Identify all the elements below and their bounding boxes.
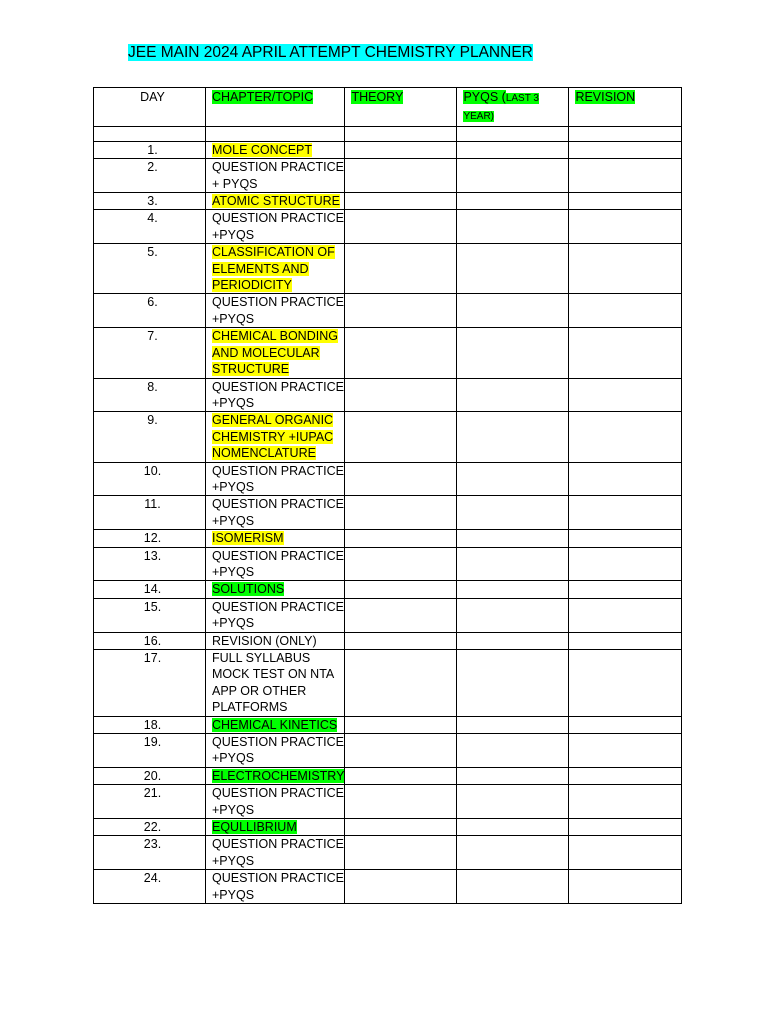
topic-cell [206,632,345,649]
header-theory-label: THEORY [351,90,404,104]
topic-cell [206,496,345,530]
topic-cell [206,547,345,581]
day-number: 10. [94,462,206,496]
table-row [94,767,682,784]
revision-cell [569,650,682,717]
theory-cell [345,496,457,530]
pyqs-cell [457,870,569,904]
pyqs-cell [457,244,569,294]
topic-cell [206,598,345,632]
table-row [94,785,682,819]
revision-cell [569,836,682,870]
header-pyqs-label: PYQS ( [463,90,506,104]
blank-row [94,126,682,141]
pyqs-cell [457,650,569,717]
topic-cell [206,785,345,819]
theory-cell [345,210,457,244]
pyqs-cell [457,734,569,768]
revision-cell [569,193,682,210]
topic-cell [206,141,345,158]
blank-cell [345,126,457,141]
revision-cell [569,294,682,328]
table-row [94,141,682,158]
revision-cell [569,716,682,733]
theory-cell [345,716,457,733]
topic-cell [206,378,345,412]
pyqs-cell [457,598,569,632]
table-row [94,462,682,496]
revision-cell [569,598,682,632]
table-row [94,650,682,717]
topic-cell [206,294,345,328]
topic-text: ELECTROCHEMISTRY [212,768,345,783]
revision-cell [569,767,682,784]
header-chapter [206,88,345,127]
day-number: 6. [94,294,206,328]
revision-cell [569,210,682,244]
blank-cell [206,126,345,141]
topic-text: QUESTION PRACTICE +PYQS [212,497,344,528]
theory-cell [345,141,457,158]
pyqs-cell [457,462,569,496]
revision-cell [569,530,682,547]
topic-cell [206,530,345,547]
header-pyqs-sublabel: LAST 3 YEAR) [463,93,539,123]
revision-cell [569,785,682,819]
theory-cell [345,328,457,378]
header-day [94,88,206,127]
table-row [94,836,682,870]
header-theory [345,88,457,127]
table-row [94,632,682,649]
topic-text: REVISION (ONLY) [212,633,317,648]
pyqs-cell [457,819,569,836]
topic-cell [206,328,345,378]
theory-cell [345,581,457,598]
revision-cell [569,412,682,462]
topic-cell [206,767,345,784]
header-pyqs [457,88,569,127]
table-row [94,244,682,294]
theory-cell [345,785,457,819]
day-number: 1. [94,141,206,158]
day-number: 18. [94,716,206,733]
day-number: 3. [94,193,206,210]
blank-cell [94,126,206,141]
revision-cell [569,378,682,412]
topic-text: QUESTION PRACTICE +PYQS [212,599,344,631]
blank-cell [457,126,569,141]
day-number: 11. [94,496,206,530]
header-day-label: DAY [140,90,165,104]
pyqs-cell [457,785,569,819]
revision-cell [569,581,682,598]
theory-cell [345,767,457,784]
revision-cell [569,547,682,581]
topic-text: FULL SYLLABUS MOCK TEST ON NTA APP OR OTHER PLATFORMS [212,651,334,715]
topic-text: QUESTION PRACTICE +PYQS [212,295,344,326]
table-row [94,870,682,904]
pyqs-cell [457,767,569,784]
planner-title [128,43,533,63]
theory-cell [345,530,457,547]
day-number: 14. [94,581,206,598]
day-number: 16. [94,632,206,649]
table-row [94,294,682,328]
day-number: 13. [94,547,206,581]
header-revision [569,88,682,127]
day-number: 22. [94,819,206,836]
pyqs-cell [457,716,569,733]
topic-cell [206,836,345,870]
day-number: 23. [94,836,206,870]
day-number: 15. [94,598,206,632]
revision-cell [569,159,682,193]
planner-rows [94,141,682,903]
day-number: 5. [94,244,206,294]
topic-text: QUESTION PRACTICE +PYQS [212,548,344,579]
header-row [94,88,682,127]
day-number: 21. [94,785,206,819]
table-row [94,159,682,193]
table-row [94,547,682,581]
day-number: 20. [94,767,206,784]
table-row [94,598,682,632]
revision-cell [569,462,682,496]
topic-cell [206,734,345,768]
topic-text: QUESTION PRACTICE +PYQS [212,379,344,410]
topic-text: GENERAL ORGANIC CHEMISTRY +IUPAC NOMENCLATURE [212,413,334,461]
topic-text: QUESTION PRACTICE +PYQS [212,837,344,868]
blank-cell [569,126,682,141]
table-row [94,819,682,836]
topic-cell [206,210,345,244]
topic-cell [206,870,345,904]
theory-cell [345,819,457,836]
theory-cell [345,193,457,210]
theory-cell [345,378,457,412]
table-row [94,530,682,547]
table-row [94,496,682,530]
theory-cell [345,547,457,581]
day-number: 17. [94,650,206,717]
topic-text: SOLUTIONS [212,582,285,597]
revision-cell [569,244,682,294]
topic-cell [206,462,345,496]
theory-cell [345,836,457,870]
day-number: 24. [94,870,206,904]
pyqs-cell [457,412,569,462]
topic-text: CLASSIFICATION OF ELEMENTS AND PERIODICITY [212,245,335,293]
pyqs-cell [457,496,569,530]
topic-text: MOLE CONCEPT [212,142,313,157]
table-row [94,581,682,598]
table-row [94,193,682,210]
revision-cell [569,496,682,530]
revision-cell [569,328,682,378]
pyqs-cell [457,836,569,870]
topic-text: QUESTION PRACTICE +PYQS [212,463,344,494]
theory-cell [345,159,457,193]
table-row [94,734,682,768]
topic-text: QUESTION PRACTICE + PYQS [212,160,344,191]
pyqs-cell [457,210,569,244]
topic-cell [206,159,345,193]
theory-cell [345,734,457,768]
day-number: 9. [94,412,206,462]
topic-text: QUESTION PRACTICE +PYQS [212,211,344,242]
topic-cell [206,716,345,733]
planner-title-text: JEE MAIN 2024 APRIL ATTEMPT CHEMISTRY PLANNER [128,44,533,61]
topic-text: QUESTION PRACTICE +PYQS [212,735,344,766]
day-number: 4. [94,210,206,244]
pyqs-cell [457,530,569,547]
table-row [94,328,682,378]
theory-cell [345,412,457,462]
topic-cell [206,650,345,717]
pyqs-cell [457,193,569,210]
topic-text: QUESTION PRACTICE +PYQS [212,871,344,902]
topic-cell [206,244,345,294]
planner-table [93,87,682,904]
header-revision-label: REVISION [575,90,636,104]
day-number: 7. [94,328,206,378]
table-row [94,716,682,733]
pyqs-cell [457,632,569,649]
revision-cell [569,734,682,768]
theory-cell [345,294,457,328]
day-number: 12. [94,530,206,547]
pyqs-cell [457,328,569,378]
topic-cell [206,581,345,598]
day-number: 19. [94,734,206,768]
day-number: 8. [94,378,206,412]
day-number: 2. [94,159,206,193]
theory-cell [345,598,457,632]
revision-cell [569,819,682,836]
revision-cell [569,632,682,649]
theory-cell [345,650,457,717]
topic-text: ATOMIC STRUCTURE [212,194,341,209]
topic-text: CHEMICAL BONDING AND MOLECULAR STRUCTURE [212,329,338,377]
table-row [94,210,682,244]
topic-cell [206,412,345,462]
topic-text: EQULLIBRIUM [212,820,297,835]
table-row [94,378,682,412]
topic-text: ISOMERISM [212,531,284,546]
theory-cell [345,462,457,496]
topic-text: CHEMICAL KINETICS [212,717,338,732]
pyqs-cell [457,547,569,581]
theory-cell [345,632,457,649]
theory-cell [345,244,457,294]
theory-cell [345,870,457,904]
pyqs-cell [457,141,569,158]
pyqs-cell [457,581,569,598]
pyqs-cell [457,378,569,412]
header-chapter-label: CHAPTER/TOPIC [212,90,314,104]
topic-text: QUESTION PRACTICE +PYQS [212,786,344,817]
pyqs-cell [457,159,569,193]
table-row [94,412,682,462]
pyqs-cell [457,294,569,328]
topic-cell [206,819,345,836]
revision-cell [569,141,682,158]
revision-cell [569,870,682,904]
topic-cell [206,193,345,210]
